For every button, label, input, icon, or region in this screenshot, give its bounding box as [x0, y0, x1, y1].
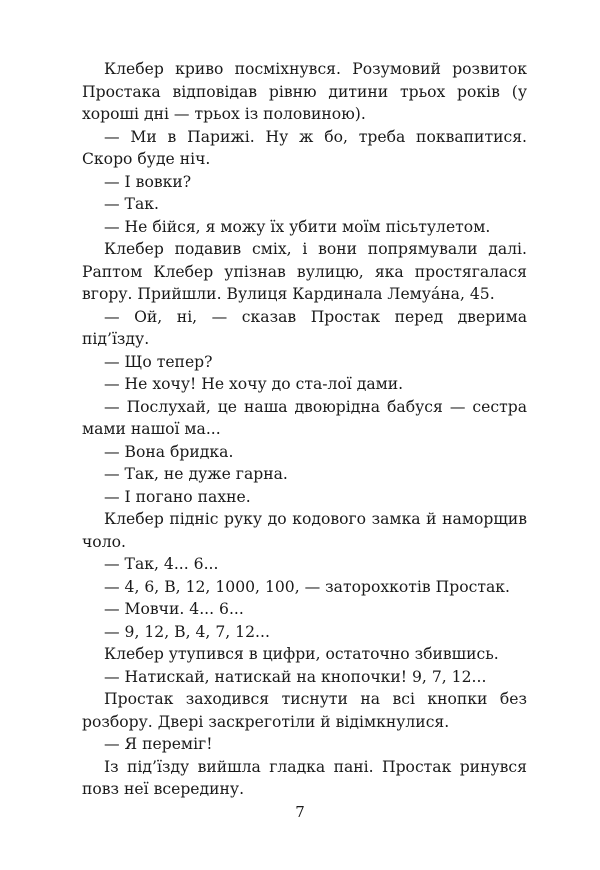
paragraph: — Мовчи. 4... 6... [104, 600, 244, 618]
paragraph: Із під’їзду вийшла гладка пані. Простак ринувся повз неї всередину. [82, 757, 527, 798]
paragraph: — Я переміг! [104, 735, 213, 753]
paragraph: — Вона бридка. [104, 442, 234, 461]
paragraph: Клебер криво посміхнувся. Розумовий розвиток Простака відповідав рівню дитини трьох років (у хороші дні — трьох із половиною). [82, 60, 527, 123]
paragraph: Клебер подавив сміх, і вони попрямували далі. Раптом Клебер упізнав вулицю, яка простягалася вгору. Прийшли. Вулиця Кардинала Лемуáна, 45. [82, 240, 527, 303]
body-text [82, 58, 527, 801]
paragraph: — Так, 4... 6... [104, 555, 219, 573]
paragraph: — Не хочу! Не хочу до ста-лої дами. [104, 375, 404, 393]
paragraph: — Так. [104, 195, 159, 213]
paragraph: — 4, 6, В, 12, 1000, 100, — заторохкотів Простак. [104, 577, 510, 596]
paragraph: — 9, 12, В, 4, 7, 12... [104, 622, 270, 641]
paragraph: — Не бійся, я можу їх убити моїм пісьтулетом. [104, 217, 491, 236]
paragraph: Простак заходився тиснути на всі кнопки без розбору. Двері заскреготіли й відімкнулися. [82, 690, 527, 731]
paragraph: — Натискай, натискай на кнопочки! 9, 7, 12... [104, 667, 487, 686]
paragraph: — І погано пахне. [104, 487, 251, 506]
paragraph: — Ой, ні, — сказав Простак перед дверима під’їзду. [82, 307, 527, 348]
paragraph: — Так, не дуже гарна. [104, 465, 288, 483]
paragraph: — Послухай, це наша двоюрідна бабуся — сестра мами нашої ма... [82, 397, 527, 438]
paragraph: — Що тепер? [104, 352, 213, 371]
page-number: 7 [295, 803, 305, 821]
paragraph: — І вовки? [104, 172, 192, 191]
paragraph: — Ми в Парижі. Ну ж бо, треба поквапитися. Скоро буде ніч. [82, 127, 527, 168]
paragraph: Клебер утупився в цифри, остаточно збившись. [104, 645, 499, 663]
paragraph: Клебер підніс руку до кодового замка й наморщив чоло. [82, 510, 527, 551]
